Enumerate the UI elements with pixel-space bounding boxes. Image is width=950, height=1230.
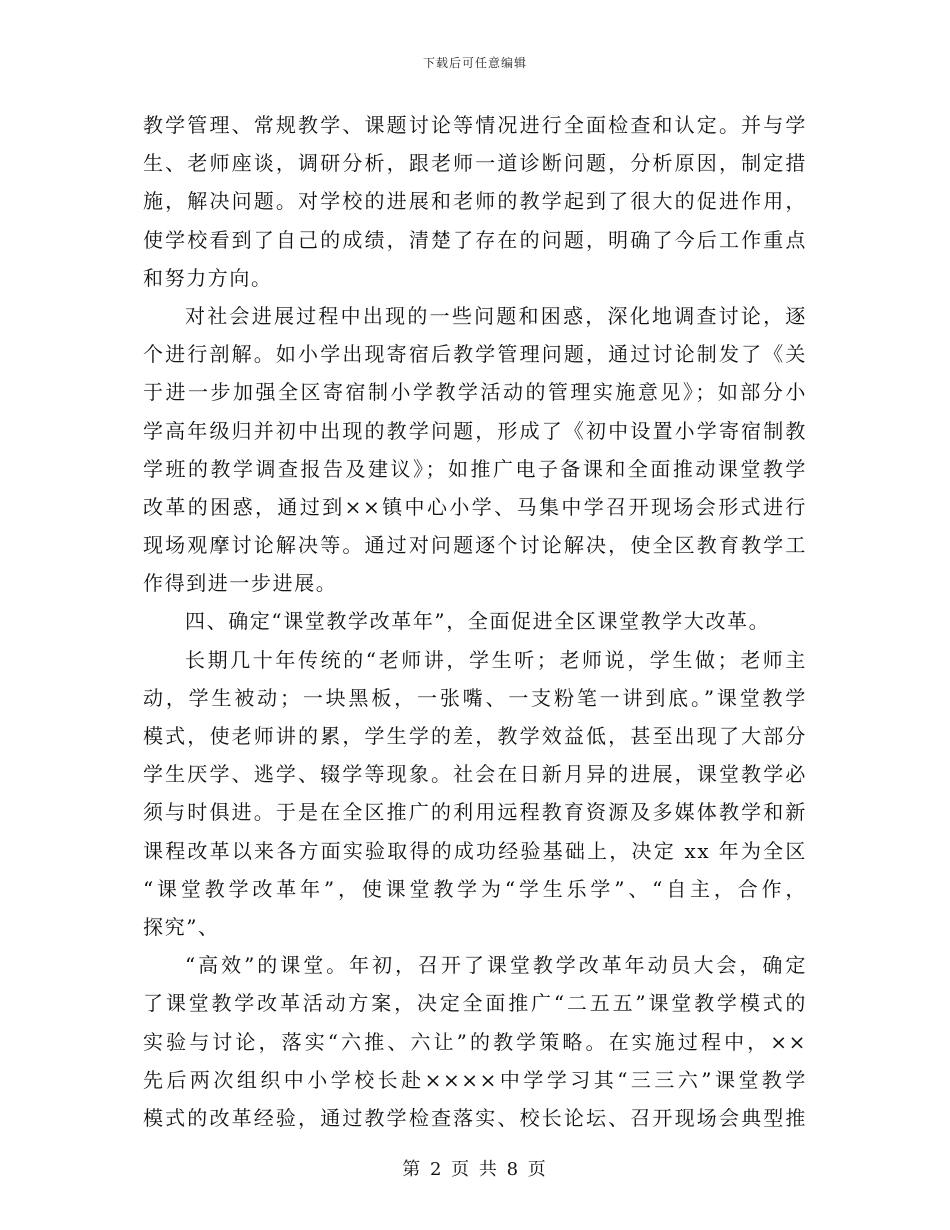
text-line: 使学校看到了自己的成绩，清楚了存在的问题，明确了今后工作重点 [143, 227, 807, 252]
text-line: 四、确定“课堂教学改革年”，全面促进全区课堂教学大改革。 [185, 609, 771, 634]
text-line: 作得到进一步进展。 [143, 571, 338, 596]
text-line: 动，学生被动；一块黑板，一张嘴、一支粉笔一讲到底。”课堂教学 [143, 685, 807, 710]
text-line: 个进行剖解。如小学出现寄宿后教学管理问题，通过讨论制发了《关 [143, 342, 807, 367]
text-line: 和努力方向。 [143, 265, 273, 290]
text-line: 学生厌学、逃学、辍学等现象。社会在日新月异的进展，课堂教学必 [143, 762, 807, 787]
text-line: 模式，使老师讲的累，学生学的差，教学效益低，甚至出现了大部分 [143, 724, 807, 748]
text-line: 了课堂教学改革活动方案，决定全面推广“二五五”课堂教学模式的 [143, 991, 807, 1016]
text-line: 探究”、 [143, 914, 220, 939]
text-line: 学高年级归并初中出现的教学问题，形成了《初中设置小学寄宿制教 [143, 418, 807, 443]
text-line: 先后两次组织中小学校长赴××××中学学习其“三三六”课堂教学 [143, 1067, 807, 1092]
text-line: “课堂教学改革年”，使课堂教学为“学生乐学”、“自主，合作， [143, 876, 807, 901]
text-line: 学班的教学调查报告及建议》；如推广电子备课和全面推动课堂教学 [143, 456, 807, 481]
text-line: “高效”的课堂。年初，召开了课堂教学改革年动员大会，确定 [185, 953, 807, 978]
text-line: 长期几十年传统的“老师讲，学生听；老师说，学生做；老师主 [185, 647, 807, 672]
text-line: 模式的改革经验，通过教学检查落实、校长论坛、召开现场会典型推 [143, 1105, 807, 1130]
page-number-footer: 第 2 页 共 8 页 [402, 1159, 548, 1180]
document-body [143, 106, 807, 1137]
page-header: 下载后可任意编辑 [422, 56, 527, 70]
text-line: 现场观摩讨论解决等。通过对问题逐个讨论解决，使全区教育教学工 [143, 533, 807, 558]
text-line: 施，解决问题。对学校的进展和老师的教学起到了很大的促进作用， [143, 189, 807, 214]
text-line: 实验与讨论，落实“六推、六让”的教学策略。在实施过程中，×× [143, 1029, 807, 1054]
text-line: 改革的困惑，通过到××镇中心小学、马集中学召开现场会形式进行 [143, 494, 807, 519]
text-line: 须与时俱进。于是在全区推广的利用远程教育资源及多媒体教学和新 [143, 800, 807, 825]
text-line: 课程改革以来各方面实验取得的成功经验基础上，决定 xx 年为全区 [143, 838, 807, 863]
text-line: 于进一步加强全区寄宿制小学教学活动的管理实施意见》；如部分小 [143, 380, 807, 405]
text-line: 教学管理、常规教学、课题讨论等情况进行全面检查和认定。并与学 [143, 113, 807, 137]
text-line: 生、老师座谈，调研分析，跟老师一道诊断问题，分析原因，制定措 [143, 151, 807, 176]
text-line: 对社会进展过程中出现的一些问题和困惑，深化地调查讨论，逐 [185, 303, 807, 328]
